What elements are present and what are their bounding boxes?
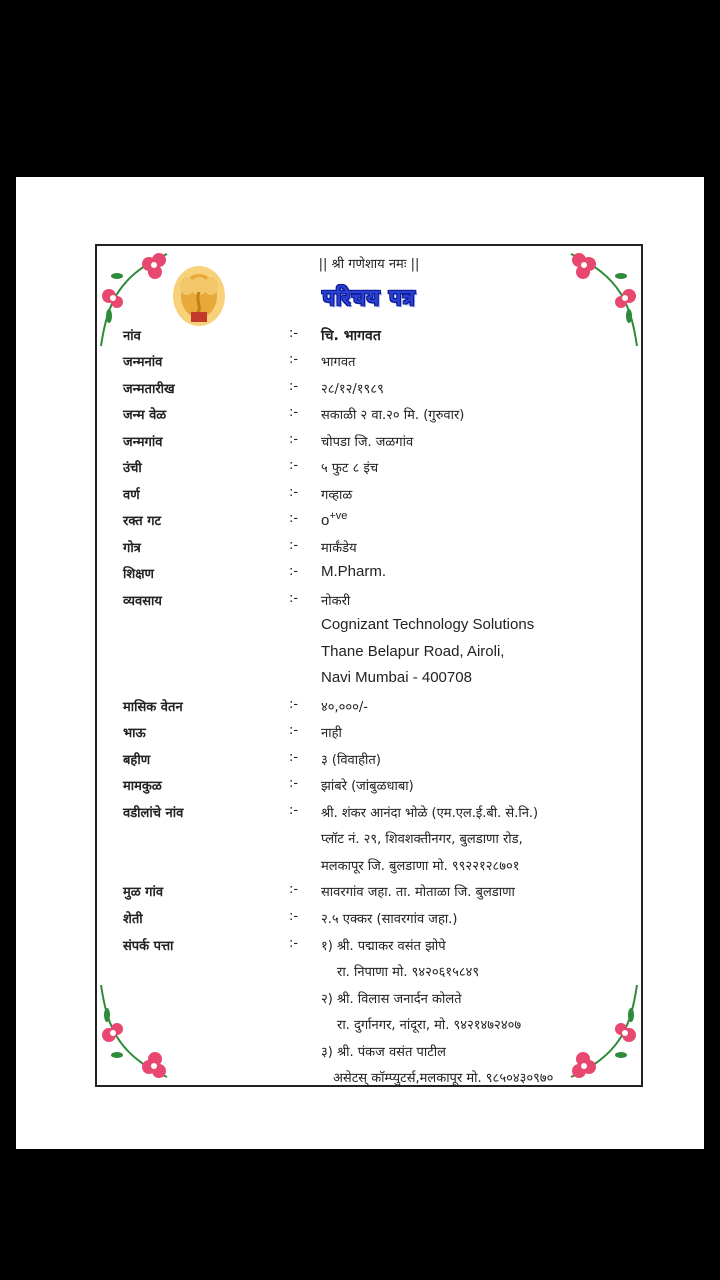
field-label: जन्मगांव (123, 435, 163, 450)
field-separator: :- (289, 909, 299, 924)
field-label: शिक्षण (123, 567, 154, 582)
biodata-card (95, 244, 643, 1087)
occupation-line-2 (97, 640, 641, 666)
field-value: २.५ एक्कर (सावरगांव जहा.) (321, 912, 458, 927)
field-row-height (97, 454, 641, 480)
field-value: ३ (विवाहीत) (321, 753, 381, 768)
field-row-name (97, 322, 641, 348)
field-value: M.Pharm. (321, 563, 387, 580)
field-label: शेती (123, 912, 143, 927)
field-label: मासिक वेतन (123, 700, 183, 715)
occupation-line-3 (97, 666, 641, 692)
field-row-blood-group (97, 507, 641, 533)
field-row-maternal-family (97, 772, 641, 798)
field-separator: :- (289, 485, 299, 500)
field-label: मुळ गांव (123, 885, 164, 900)
address-text: मलकापूर जि. बुलडाणा मो. ९९२२१२८७०१ (321, 859, 520, 874)
field-row-salary (97, 693, 641, 719)
field-value: चि. भागवत (321, 328, 381, 344)
contact-line-1 (97, 958, 641, 984)
field-value: सकाळी २ वा.२० मि. (गुरुवार) (321, 408, 465, 423)
field-separator: :- (289, 379, 299, 394)
contact-text: रा. दुर्गानगर, नांदूरा, मो. ९४२१४७२४०७ (337, 1018, 522, 1033)
occupation-text: Thane Belapur Road, Airoli, (321, 643, 505, 660)
field-value: भागवत (321, 355, 356, 370)
field-separator: :- (289, 458, 299, 473)
contact-text: २) श्री. विलास जनार्दन कोलते (321, 992, 462, 1007)
field-label: जन्म वेळ (123, 408, 167, 423)
field-row-education (97, 560, 641, 586)
field-label: गोत्र (123, 541, 141, 556)
field-row-brother (97, 719, 641, 745)
field-row-occupation (97, 587, 641, 613)
field-value: ५ फुट ८ इंच (321, 461, 379, 476)
field-value: १) श्री. पद्माकर वसंत झोपे (321, 939, 446, 954)
field-separator: :- (289, 697, 299, 712)
field-separator: :- (289, 723, 299, 738)
field-row-farm (97, 905, 641, 931)
field-label: संपर्क पत्ता (123, 939, 174, 954)
field-row-complexion (97, 481, 641, 507)
address-text: प्लॉट नं. २९, शिवशक्तीनगर, बुलडाणा रोड, (321, 832, 523, 847)
field-separator: :- (289, 564, 299, 579)
page-title: परिचय पत्र (322, 286, 416, 311)
field-value: नोकरी (321, 594, 351, 609)
contact-text: रा. निपाणा मो. ९४२०६१५८४९ (337, 965, 480, 980)
field-label: नांव (123, 329, 141, 344)
field-value: नाही (321, 726, 342, 741)
field-label: वर्ण (123, 488, 140, 503)
field-row-sister (97, 746, 641, 772)
field-separator: :- (289, 405, 299, 420)
blessing-text: || श्री गणेशाय नमः || (318, 257, 420, 272)
contact-text: असेटस् कॉम्प्युटर्स,मलकापूर मो. ९८५०४३०९७० (333, 1071, 554, 1086)
field-row-birth-date (97, 375, 641, 401)
field-separator: :- (289, 776, 299, 791)
field-value: गव्हाळ (321, 488, 353, 503)
contact-line-2 (97, 985, 641, 1011)
field-label: उंची (123, 461, 142, 476)
field-value: श्री. शंकर आनंदा भोळे (एम.एल.ई.बी. से.नि.) (321, 806, 539, 821)
field-row-native-village (97, 878, 641, 904)
field-label: भाऊ (123, 726, 146, 741)
field-separator: :- (289, 352, 299, 367)
occupation-line-1 (97, 613, 641, 639)
field-label: रक्त गट (123, 514, 162, 529)
contact-line-5 (97, 1064, 641, 1087)
field-value: मार्कंडेय (321, 541, 357, 556)
field-value: सावरगांव जहा. ता. मोताळा जि. बुलडाणा (321, 885, 515, 900)
field-separator: :- (289, 750, 299, 765)
blood-group-sign: +ve (329, 510, 348, 522)
contact-line-3 (97, 1011, 641, 1037)
father-address-line-2 (97, 852, 641, 878)
field-value (321, 510, 347, 529)
field-row-birth-time (97, 401, 641, 427)
field-row-birth-place (97, 428, 641, 454)
field-row-contact-address (97, 932, 641, 958)
field-label: बहीण (123, 753, 151, 768)
field-row-father-name (97, 799, 641, 825)
field-separator: :- (289, 511, 299, 526)
field-label: मामकुळ (123, 779, 162, 794)
field-label: जन्मतारीख (123, 382, 175, 397)
father-address-line-1 (97, 825, 641, 851)
field-value: २८/१२/१९८९ (321, 382, 384, 397)
field-separator: :- (289, 936, 299, 951)
contact-line-4 (97, 1038, 641, 1064)
field-separator: :- (289, 591, 299, 606)
field-separator: :- (289, 882, 299, 897)
occupation-text: Cognizant Technology Solutions (321, 616, 535, 633)
field-row-birth-name (97, 348, 641, 374)
field-separator: :- (289, 538, 299, 553)
blood-group-letter: o (321, 512, 330, 529)
field-value: झांबरे (जांबुळधाबा) (321, 779, 414, 794)
field-separator: :- (289, 432, 299, 447)
field-label: वडीलांचे नांव (123, 806, 184, 821)
field-row-gotra (97, 534, 641, 560)
field-separator: :- (289, 803, 299, 818)
occupation-text: Navi Mumbai - 400708 (321, 669, 472, 686)
field-value: ४०,०००/- (321, 700, 369, 715)
contact-text: ३) श्री. पंकज वसंत पाटील (321, 1045, 446, 1060)
field-value: चोपडा जि. जळगांव (321, 435, 414, 450)
field-label: व्यवसाय (123, 594, 162, 609)
field-separator: :- (289, 326, 299, 341)
field-label: जन्मनांव (123, 355, 163, 370)
